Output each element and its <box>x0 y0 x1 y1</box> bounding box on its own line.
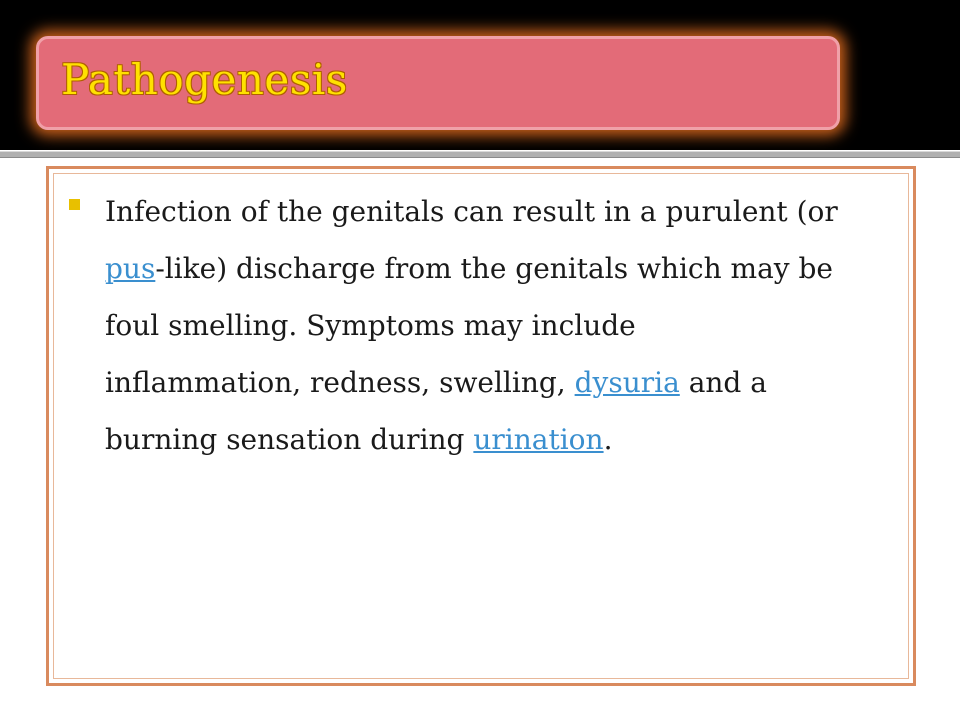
urination-link[interactable]: urination <box>473 423 604 456</box>
slide-title: Pathogenesis <box>61 55 348 104</box>
square-bullet-icon <box>69 199 80 210</box>
title-box <box>36 36 840 130</box>
dysuria-link[interactable]: dysuria <box>574 366 680 399</box>
bullet-text <box>69 183 839 468</box>
content-frame <box>46 166 916 686</box>
bullet-text-part-3: and a burning sensation during <box>105 366 767 456</box>
bullet-item <box>69 183 839 468</box>
header-band <box>0 0 960 150</box>
bullet-text-part-2: -like) discharge from the genitals which may be foul smelling. Symptoms may include inflammation, redness, swelling, <box>105 252 833 399</box>
pus-link[interactable]: pus <box>105 252 156 285</box>
header-separator <box>0 151 960 158</box>
bullet-text-part-4: . <box>603 423 613 456</box>
bullet-text-part-1: Infection of the genitals can result in a purulent (or <box>105 195 838 228</box>
